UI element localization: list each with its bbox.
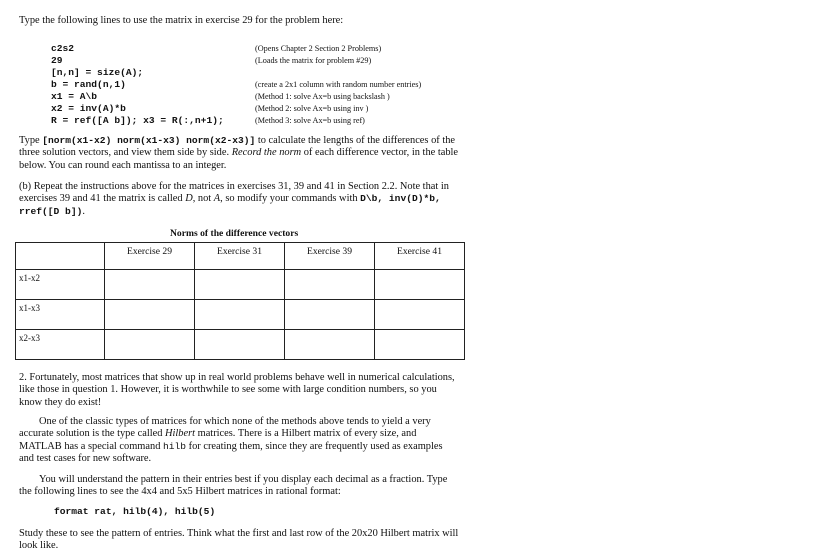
column-header: Exercise 31	[195, 243, 285, 270]
code-comment: (Loads the matrix for problem #29)	[255, 56, 372, 65]
intro-text: Type the following lines to use the matrix in exercise 29 for the problem here:	[19, 15, 344, 26]
column-header: Exercise 41	[375, 243, 465, 270]
code-line: x1 = A\b	[51, 91, 98, 102]
answer-cell[interactable]	[195, 270, 285, 300]
code-comment: (Method 1: solve Ax=b using backslash )	[255, 92, 390, 101]
question-2: 2. Fortunately, most matrices that show up in real world problems behave well in numerical calculations, like those in question 1. However, it is worthwhile to see some with large condition numbers, so you know they do exist!	[19, 372, 455, 408]
code-line: x2 = inv(A)*b	[51, 103, 126, 114]
table-title: Norms of the difference vectors	[170, 228, 299, 239]
answer-cell[interactable]	[375, 300, 465, 330]
answer-cell[interactable]	[285, 270, 375, 300]
answer-cell[interactable]	[195, 300, 285, 330]
code-line: b = rand(n,1)	[51, 79, 126, 90]
row-label: x2-x3	[16, 330, 105, 360]
answer-cell[interactable]	[105, 270, 195, 300]
row-label: x1-x3	[16, 300, 105, 330]
format-command: format rat, hilb(4), hilb(5)	[54, 506, 216, 517]
answer-cell[interactable]	[105, 330, 195, 360]
code-comment: (create a 2x1 column with random number entries)	[255, 80, 422, 89]
norms-table	[15, 242, 465, 360]
answer-cell[interactable]	[105, 300, 195, 330]
column-header: Exercise 39	[285, 243, 375, 270]
code-comment: (Opens Chapter 2 Section 2 Problems)	[255, 44, 382, 53]
answer-cell[interactable]	[195, 330, 285, 360]
code-line: [n,n] = size(A);	[51, 67, 144, 78]
answer-cell[interactable]	[285, 300, 375, 330]
table-row	[16, 270, 465, 300]
table-row	[16, 300, 465, 330]
code-line: R = ref([A b]); x3 = R(:,n+1);	[51, 115, 224, 126]
code-line: c2s2	[51, 43, 75, 54]
row-label: x1-x2	[16, 270, 105, 300]
answer-cell[interactable]	[285, 330, 375, 360]
code-line: 29	[51, 55, 63, 66]
column-header: Exercise 29	[105, 243, 195, 270]
study-paragraph: Study these to see the pattern of entries. Think what the first and last row of the 20x20 Hilbert matrix will look like.	[19, 528, 459, 552]
norm-instructions: Type [norm(x1-x2) norm(x1-x3) norm(x2-x3)] to calculate the lengths of the differences of the three solution vectors, and view them side by side. Record the norm of each difference vector, in the table below. You can round each mantissa to an integer.	[19, 135, 459, 171]
table-header-row	[16, 243, 465, 270]
code-comment: (Method 3: solve Ax=b using ref)	[255, 116, 365, 125]
answer-cell[interactable]	[375, 330, 465, 360]
pattern-paragraph: You will understand the pattern in their entries best if you display each decimal as a fraction. Type the following lines to see the 4x4 and 5x5 Hilbert matrices in rational format:	[19, 474, 448, 498]
table-corner-cell	[16, 243, 105, 270]
table-row	[16, 330, 465, 360]
code-comment: (Method 2: solve Ax=b using inv )	[255, 104, 369, 113]
part-b-instructions: (b) Repeat the instructions above for the matrices in exercises 31, 39 and 41 in Section 2.2. Note that in exercises 39 and 41 the matrix is called D, not A, so modify your commands with D\b, inv(D)*b, rref([D b]).	[19, 181, 449, 217]
hilbert-paragraph: One of the classic types of matrices for which none of the methods above tends to yield a very accurate solution is the type called Hilbert matrices. There is a Hilbert matrix of every size, and MATLAB has a special command hilb for creating them, since they are frequently used as examples and test cases for new software.	[19, 416, 443, 465]
answer-cell[interactable]	[375, 270, 465, 300]
